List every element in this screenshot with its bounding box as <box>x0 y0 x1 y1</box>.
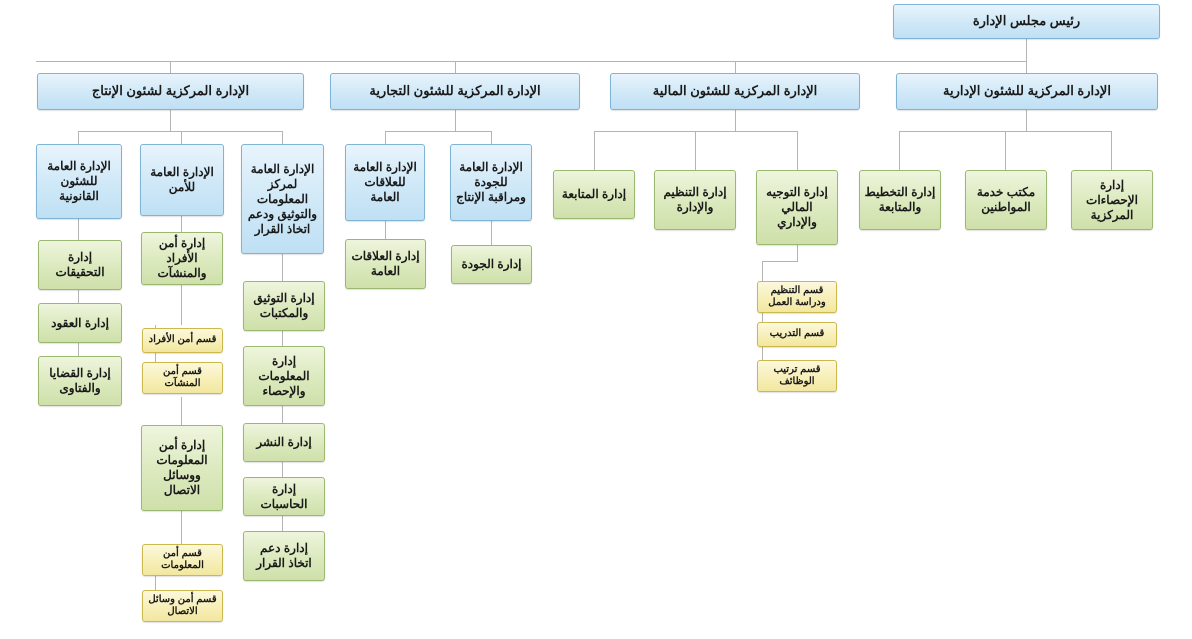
node-info-comm-security[interactable] <box>141 425 223 511</box>
connector-prod-to-info <box>282 131 283 144</box>
node-label: قسم أمن الأفراد <box>148 334 217 346</box>
node-label: قسم التدريب <box>769 328 825 340</box>
node-label: إدارة المتابعة <box>561 187 627 201</box>
node-general-public-relations[interactable] <box>345 144 425 221</box>
connector-legal-spine-b <box>78 290 79 303</box>
connector-top-bus <box>36 61 1027 62</box>
node-label: الإدارة العامة للأمن <box>150 165 214 194</box>
node-general-quality[interactable] <box>450 144 532 221</box>
node-documentation-libraries[interactable] <box>243 281 325 331</box>
node-central-financial[interactable] <box>610 73 860 110</box>
node-label: مكتب خدمة المواطنين <box>976 185 1036 214</box>
node-organization-management[interactable] <box>654 170 736 230</box>
connector-adm-to-plan <box>899 131 900 170</box>
connector-sec-spine-b <box>181 285 182 325</box>
connector-info-spine-e <box>282 516 283 531</box>
connector-fin-to-follow <box>594 131 595 170</box>
node-label: إدارة التوجيه المالي والإداري <box>766 185 828 229</box>
node-publishing[interactable] <box>243 423 325 462</box>
node-citizen-service-office[interactable] <box>965 170 1047 230</box>
node-label: قسم أمن المنشآت <box>163 365 202 389</box>
connector-comm-to-quality <box>491 131 492 144</box>
connector-quality-spine <box>491 221 492 245</box>
connector-drop-prod <box>170 61 171 73</box>
connector-comm-down <box>455 110 456 131</box>
node-label: إدارة العلاقات العامة <box>351 249 420 278</box>
connector-fin-to-org <box>695 131 696 170</box>
node-label: الإدارة العامة للشئون القانونية <box>47 159 111 203</box>
node-label: إدارة التحقيقات <box>55 250 105 279</box>
node-section-personnel-security[interactable] <box>142 328 223 353</box>
connector-sec-spine-a <box>181 216 182 232</box>
connector-info-spine-b <box>282 331 283 346</box>
connector-legal-spine-c <box>78 343 79 356</box>
node-general-legal[interactable] <box>36 144 122 219</box>
node-section-organization-work-study[interactable] <box>757 281 837 313</box>
connector-pr-spine <box>385 221 386 239</box>
connector-root-down <box>1026 38 1027 61</box>
node-label: قسم أمن المعلومات <box>161 547 204 571</box>
connector-fin-down <box>735 110 736 131</box>
connector-adm-to-stats <box>1111 131 1112 170</box>
connector-legal-spine-a <box>78 219 79 240</box>
node-section-training[interactable] <box>757 322 837 347</box>
node-section-job-classification[interactable] <box>757 360 837 392</box>
node-investigations[interactable] <box>38 240 122 290</box>
connector-prod-to-legal <box>78 131 79 144</box>
node-financial-admin-guidance[interactable] <box>756 170 838 245</box>
connector-info-spine-c <box>282 406 283 423</box>
node-personnel-facilities-security[interactable] <box>141 232 223 285</box>
connector-prod-bus <box>78 131 282 132</box>
node-label: إدارة القضايا والفتاوى <box>49 366 111 395</box>
node-public-relations-dept[interactable] <box>345 239 426 289</box>
node-quality-dept[interactable] <box>451 245 532 284</box>
connector-prod-down <box>170 110 171 131</box>
connector-sec-spine-c <box>181 397 182 425</box>
node-label: الإدارة المركزية للشئون المالية <box>652 83 818 99</box>
node-label: إدارة أمن المعلومات ووسائل الاتصال <box>156 438 208 497</box>
connector-drop-comm <box>455 61 456 73</box>
node-section-facilities-security[interactable] <box>142 362 223 394</box>
connector-info-spine-d <box>282 462 283 477</box>
node-general-security[interactable] <box>140 144 224 216</box>
node-label: إدارة الإحصاءات المركزية <box>1086 177 1138 222</box>
connector-guide-h-0 <box>762 261 798 262</box>
node-decision-support[interactable] <box>243 531 325 581</box>
node-central-commercial[interactable] <box>330 73 580 110</box>
connector-info-spine-a <box>282 254 283 281</box>
connector-adm-down <box>1026 110 1027 131</box>
node-label: إدارة أمن الأفراد والمنشآت <box>157 236 207 280</box>
node-label: الإدارة المركزية للشئون التجارية <box>369 83 541 99</box>
node-central-production[interactable] <box>37 73 304 110</box>
node-label: إدارة دعم اتخاذ القرار <box>256 541 312 570</box>
connector-drop-adm <box>1026 61 1027 73</box>
connector-fin-to-guide <box>797 131 798 170</box>
node-label: الإدارة المركزية للشئون الإدارية <box>943 83 1111 99</box>
node-label: الإدارة العامة لمركز المعلومات والتوثيق ودعم اتخاذ القرار <box>247 161 318 236</box>
node-label: إدارة العقود <box>51 315 109 330</box>
node-contracts[interactable] <box>38 303 122 343</box>
node-section-communication-security[interactable] <box>142 590 223 622</box>
node-label: إدارة المعلومات والإحصاء <box>258 353 310 398</box>
connector-drop-fin <box>735 61 736 73</box>
node-chairman[interactable] <box>893 4 1160 39</box>
node-planning-follow-up[interactable] <box>859 170 941 230</box>
node-central-statistics[interactable] <box>1071 170 1153 230</box>
connector-guide-spine-c <box>762 261 763 374</box>
node-label: إدارة الجودة <box>461 257 522 271</box>
node-information-statistics[interactable] <box>243 346 325 406</box>
node-follow-up[interactable] <box>553 170 635 219</box>
node-central-administrative[interactable] <box>896 73 1158 110</box>
node-label: الإدارة العامة للجودة ومراقبة الإنتاج <box>456 160 526 204</box>
connector-comm-to-pr <box>385 131 386 144</box>
node-label: إدارة التخطيط والمتابعة <box>864 185 936 214</box>
node-section-information-security[interactable] <box>142 544 223 576</box>
connector-prod-to-security <box>181 131 182 144</box>
node-label: الإدارة المركزية لشئون الإنتاج <box>91 83 250 99</box>
node-label: قسم ترتيب الوظائف <box>773 363 821 387</box>
node-label: قسم التنظيم ودراسة العمل <box>768 284 826 308</box>
node-computers[interactable] <box>243 477 325 516</box>
connector-adm-to-citizen <box>1005 131 1006 170</box>
node-general-info-center[interactable] <box>241 144 324 254</box>
connector-comm-bus <box>385 131 492 132</box>
node-label: الإدارة العامة للعلاقات العامة <box>353 160 417 204</box>
node-label: إدارة التوثيق والمكتبات <box>253 291 315 320</box>
connector-guide-spine-a <box>797 245 798 261</box>
node-label: إدارة التنظيم والإدارة <box>663 185 727 214</box>
node-label: إدارة الحاسبات <box>260 481 308 511</box>
node-label: رئيس مجلس الإدارة <box>972 13 1081 29</box>
node-cases-fatwas[interactable] <box>38 356 122 406</box>
node-label: قسم أمن وسائل الاتصال <box>148 593 217 617</box>
node-label: إدارة النشر <box>256 435 312 449</box>
